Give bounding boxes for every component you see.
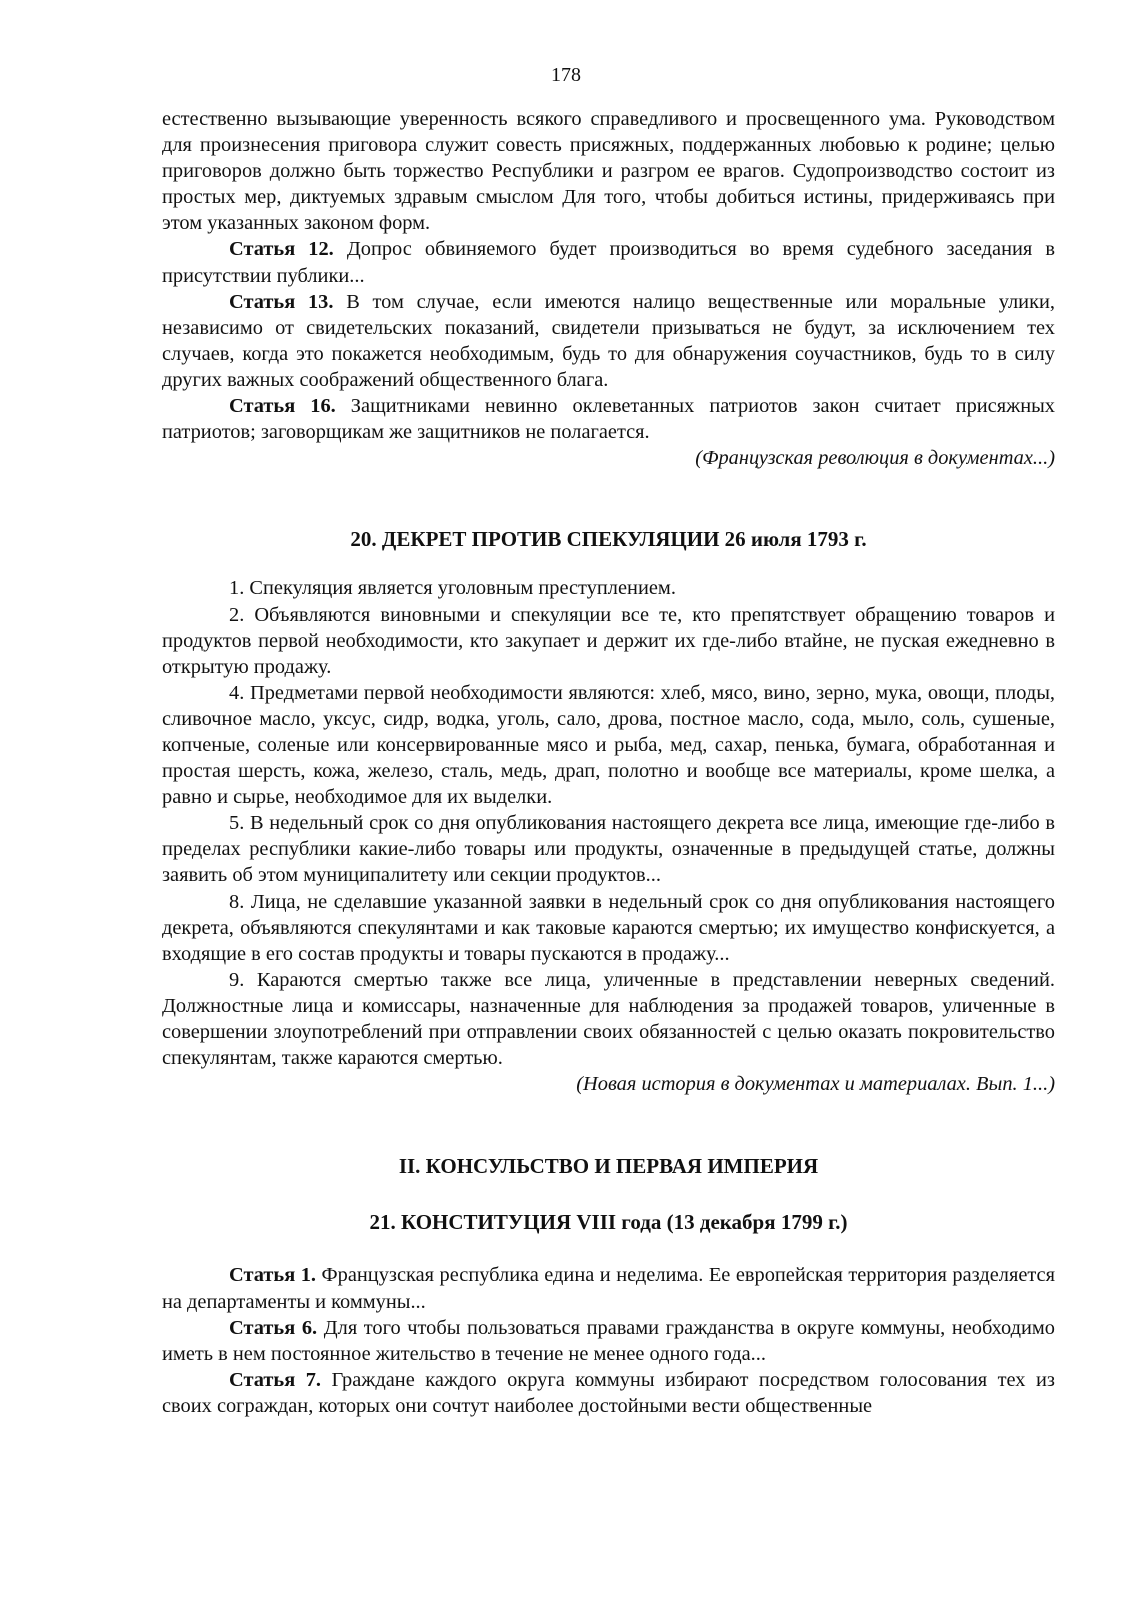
- article-label: Статья 1.: [229, 1264, 317, 1287]
- constitution-article-1: [162, 1262, 1055, 1314]
- article-16: [162, 393, 1055, 445]
- article-13: [162, 289, 1055, 393]
- article-text: Допрос обвиняемого будет производиться во время судебного заседания в присутствии публики...: [162, 238, 1055, 287]
- decree-point-4: 4. Предметами первой необходимости являются: хлеб, мясо, вино, зерно, мука, овощи, плоды, сливочное масло, уксус, сидр, водка, уголь, сало, дрова, постное масло, сода, мыло, соль, сушеные, копченые, соленые или консервированные мясо и рыба, мед, сахар, пенька, бумага, обработанная и простая шерсть, кожа, железо, сталь, медь, драп, полотно и вообще все материалы, кроме шелка, а равно и сырье, необходимое для их выделки.: [162, 681, 1055, 809]
- article-12: [162, 236, 1055, 288]
- page-number: 178: [551, 64, 581, 86]
- decree-point-5: 5. В недельный срок со дня опубликования настоящего декрета все лица, имеющие где-либо в пределах республики какие-либо товары или продукты, означенные в предыдущей статье, должны заявить об этом муниципалитету или секции продуктов...: [162, 812, 1055, 887]
- constitution-article-7: [162, 1367, 1055, 1419]
- article-label: Статья 12.: [229, 238, 334, 261]
- article-text: В том случае, если имеются налицо вещественные или моральные улики, независимо от свидетельских показаний, свидетели призываться не будут, за исключением тех случаев, когда это покажется необходимым, будь то для обнаружения соучастников, будь то в силу других важных соображений общественного блага.: [162, 290, 1055, 391]
- source-citation-2: (Новая история в документах и материалах. Вып. 1...): [576, 1073, 1055, 1096]
- article-label: Статья 16.: [229, 395, 336, 418]
- article-label: Статья 13.: [229, 290, 334, 313]
- article-text: Для того чтобы пользоваться правами гражданства в округе коммуны, необходимо иметь в нем постоянное жительство в течение не менее одного года...: [162, 1316, 1055, 1365]
- heading-constitution-21: 21. КОНСТИТУЦИЯ VIII года (13 декабря 1799 г.): [369, 1210, 848, 1235]
- heading-decree-20: 20. ДЕКРЕТ ПРОТИВ СПЕКУЛЯЦИИ 26 июля 1793 г.: [350, 527, 867, 552]
- decree-point-1: 1. Спекуляция является уголовным преступлением.: [229, 577, 676, 600]
- source-citation-1: (Французская революция в документах...): [695, 447, 1055, 470]
- decree-point-8: 8. Лица, не сделавшие указанной заявки в недельный срок со дня опубликования настоящего декрета, объявляются спекулянтами и как таковые караются смертью; их имущество конфискуется, а входящие в его состав продукты и товары пускаются в продажу...: [162, 890, 1055, 965]
- constitution-article-6: [162, 1315, 1055, 1367]
- decree-point-2: 2. Объявляются виновными и спекуляции все те, кто препятствует обращению товаров и продуктов первой необходимости, кто закупает и держит их где-либо втайне, не пуская ежедневно в открытую продажу.: [162, 603, 1055, 678]
- section-heading: II. КОНСУЛЬСТВО И ПЕРВАЯ ИМПЕРИЯ: [398, 1154, 819, 1179]
- article-text: Защитниками невинно оклеветанных патриотов закон считает присяжных патриотов; заговорщикам же защитников не полагается.: [162, 395, 1055, 444]
- article-text: Граждане каждого округа коммуны избирают посредством голосования тех из своих сограждан, которых они сочтут наиболее достойными вести общественные: [162, 1368, 1055, 1417]
- intro-paragraph: естественно вызывающие уверенность всякого справедливого и просвещенного ума. Руководством для произнесения приговора служит совесть присяжных, поддержанных любовью к родине; целью приговоров должно быть торжество Республики и разгром ее врагов. Судопроизводство состоит из простых мер, диктуемых здравым смыслом Для того, чтобы добиться истины, придерживаясь при этом указанных законом форм.: [162, 108, 1055, 235]
- decree-point-9: 9. Караются смертью также все лица, уличенные в представлении неверных сведений. Должностные лица и комиссары, назначенные для наблюдения за продажей товаров, уличенные в совершении злоупотреблений при отправлении своих обязанностей с целью оказать покровительство спекулянтам, также караются смертью.: [162, 968, 1055, 1070]
- article-label: Статья 7.: [229, 1368, 322, 1391]
- page-body: [162, 106, 1055, 1419]
- article-text: Французская республика едина и неделима. Ее европейская территория разделяется на департаменты и коммуны...: [162, 1264, 1055, 1313]
- article-label: Статья 6.: [229, 1316, 318, 1339]
